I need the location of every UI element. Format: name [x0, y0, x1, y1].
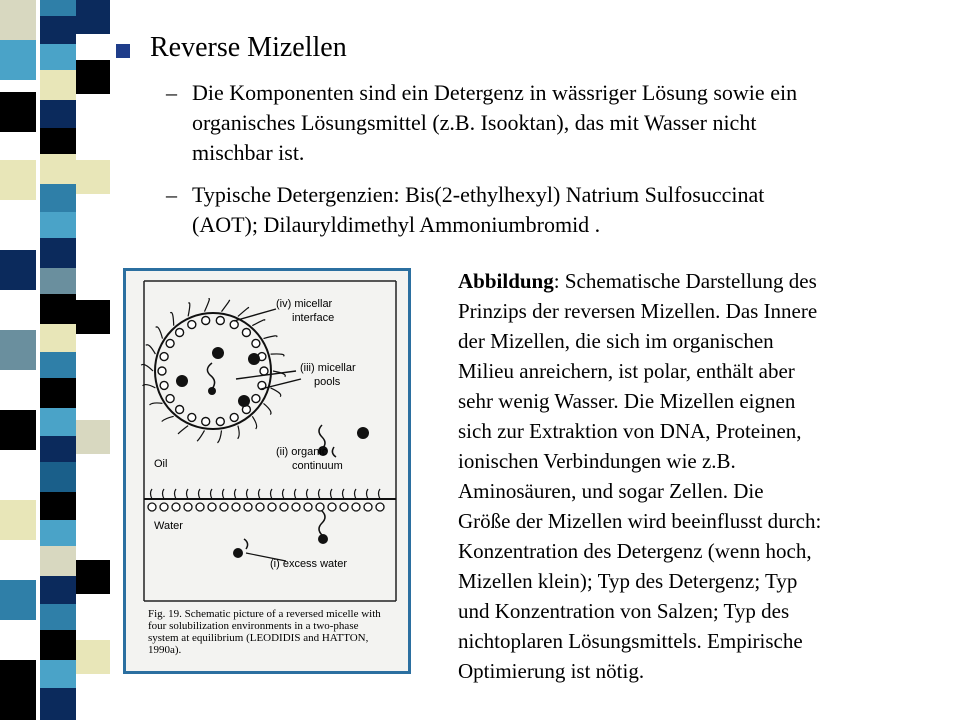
stripe-block — [40, 44, 76, 70]
interface-tail — [331, 489, 333, 499]
stripe-block — [76, 300, 110, 334]
surfactant-head — [188, 413, 196, 421]
sub-item-2 — [192, 180, 937, 240]
label-interface-1: (iv) micellar — [276, 298, 333, 310]
stripe-block — [0, 580, 36, 620]
stripe-block — [40, 688, 76, 720]
sub-item-1-line: mischbar ist. — [192, 140, 305, 165]
stripe-block — [76, 420, 110, 454]
interface-tail — [175, 489, 177, 499]
interface-tail — [271, 489, 273, 499]
description-line: Mizellen klein); Typ des Detergenz; Typ — [458, 569, 798, 593]
description-line: Prinzips der reversen Mizellen. Das Innere — [458, 299, 818, 323]
interface-tail — [343, 489, 345, 499]
interface-tail — [355, 489, 357, 499]
stripe-block — [40, 520, 76, 546]
stripe-block — [40, 294, 76, 324]
surfactant-head — [242, 329, 250, 337]
stripe-block — [40, 268, 76, 294]
surfactant-tail — [222, 300, 230, 311]
interface-head — [304, 503, 312, 511]
surfactant-tail — [162, 416, 174, 421]
figure-caption-line: Fig. 19. Schematic picture of a reversed micelle with — [148, 608, 381, 620]
stripe-block — [0, 0, 36, 40]
interface-tail — [235, 489, 237, 499]
surfactant-head — [252, 395, 260, 403]
stripe-block — [40, 630, 76, 660]
interface-head — [280, 503, 288, 511]
sub-item-1-line: organisches Lösungsmittel (z.B. Isooktan), das mit Wasser nicht — [192, 110, 757, 135]
interface-tail — [367, 489, 369, 499]
surfactant-head — [202, 317, 210, 325]
interface-head — [160, 503, 168, 511]
label-excess-water: (i) excess water — [270, 558, 348, 570]
stripe-block — [40, 576, 76, 604]
surfactant-head — [166, 395, 174, 403]
label-water: Water — [154, 520, 183, 532]
stripe-block — [40, 660, 76, 688]
stripe-block — [0, 92, 36, 132]
surfactant-tail — [156, 327, 163, 339]
surfactant-tail — [197, 430, 204, 441]
description-line: und Konzentration von Salzen; Typ des — [458, 599, 790, 623]
label-oil: Oil — [154, 458, 168, 470]
surfactant-tail — [218, 430, 222, 443]
stripe-block — [76, 160, 110, 194]
surfactant-head — [230, 413, 238, 421]
micelle-circle — [155, 313, 271, 429]
bullet-square-icon — [116, 44, 130, 58]
label-continuum-2: continuum — [292, 460, 343, 472]
solute-dot — [238, 395, 250, 407]
surfactant-head — [260, 367, 268, 375]
stripe-block — [0, 330, 36, 370]
stripe-block — [40, 154, 76, 184]
interface-head — [256, 503, 264, 511]
interface-head — [340, 503, 348, 511]
surfactant-tail — [141, 364, 153, 371]
figure-caption-line: 1990a). — [148, 644, 182, 656]
surfactant-head — [176, 406, 184, 414]
surfactant-tail — [178, 426, 188, 434]
description-line — [458, 266, 928, 296]
interface-tail — [379, 489, 381, 499]
description-line: der Mizellen, die sich im organischen — [458, 329, 774, 353]
surfactant-head — [160, 353, 168, 361]
sub-item-2-line: (AOT); Dilauryldimethyl Ammoniumbromid . — [192, 212, 601, 237]
solute-dot — [176, 375, 188, 387]
surfactant-tail — [271, 354, 284, 356]
stripe-block — [0, 410, 36, 450]
surfactant-head — [252, 339, 260, 347]
interface-head — [232, 503, 240, 511]
sub-item-1-line: Die Komponenten sind ein Detergenz in wässriger Lösung sowie ein — [192, 80, 798, 105]
stripe-block — [40, 462, 76, 492]
dash-bullet-2: – — [166, 182, 177, 207]
figure-caption-line: system at equilibrium (LEODIDIS and HATTON, — [148, 632, 369, 644]
interface-tail — [295, 489, 297, 499]
stripe-block — [40, 436, 76, 462]
micelle-surfactant-heads — [158, 317, 268, 426]
stripe-block — [40, 212, 76, 238]
surfactant-head — [188, 321, 196, 329]
surfactant-head — [202, 418, 210, 426]
interface-tail — [259, 489, 261, 499]
interface-head — [268, 503, 276, 511]
water-solute-dot — [318, 534, 328, 544]
description-label: Abbildung — [458, 269, 554, 293]
stripe-block — [40, 408, 76, 436]
solute-dot — [248, 353, 260, 365]
description-line: sehr wenig Wasser. Die Mizellen eignen — [458, 389, 796, 413]
interface-head — [328, 503, 336, 511]
decorative-stripe-bar — [0, 0, 110, 720]
description-line: ionischen Verbindungen wie z.B. — [458, 449, 736, 473]
figure-caption-line: four solubilization environments in a two-phase — [148, 620, 359, 632]
surfactant-tail — [205, 299, 210, 312]
stripe-block — [40, 238, 76, 268]
interface-tail — [319, 489, 321, 499]
stripe-block — [0, 500, 36, 540]
description-line: Größe der Mizellen wird beeinflusst durch: — [458, 509, 822, 533]
stripe-block — [40, 16, 76, 44]
surfactant-tail — [170, 313, 173, 326]
stripe-block — [40, 70, 76, 100]
organic-solute-tail — [332, 447, 336, 457]
stripe-block — [40, 184, 76, 212]
interface-head — [172, 503, 180, 511]
solute-tail — [207, 363, 214, 389]
interface-tail — [151, 489, 153, 499]
surfactant-tail — [188, 303, 190, 317]
water-solute-tail — [319, 511, 325, 535]
stripe-block — [40, 324, 76, 352]
stripe-block — [0, 660, 36, 720]
interface-head — [292, 503, 300, 511]
surfactant-tail — [238, 426, 240, 439]
interface-head — [220, 503, 228, 511]
figure-description — [458, 266, 928, 686]
water-solute-dot — [233, 548, 243, 558]
interface-tail — [283, 489, 285, 499]
interface-head — [352, 503, 360, 511]
interface-head — [196, 503, 204, 511]
sub-item-2-line: Typische Detergenzien: Bis(2-ethylhexyl) Natrium Sulfosuccinat — [192, 182, 765, 207]
surfactant-tail — [252, 416, 256, 429]
label-pools-1: (iii) micellar — [300, 362, 356, 374]
water-solute-tail — [244, 539, 248, 549]
interface-head — [316, 503, 324, 511]
description-line: nichtoplaren Lösungsmittels. Empirische — [458, 629, 803, 653]
stripe-block — [40, 378, 76, 408]
surfactant-tail — [264, 336, 277, 339]
stripe-block — [40, 546, 76, 576]
label-pools-2: pools — [314, 376, 341, 388]
stripe-block — [76, 60, 110, 94]
surfactant-tail — [271, 388, 281, 397]
description-line: Milieu anreichern, ist polar, enthält aber — [458, 359, 795, 383]
stripe-block — [76, 0, 110, 34]
stripe-block — [0, 160, 36, 200]
stripe-block — [40, 128, 76, 154]
surfactant-head — [176, 329, 184, 337]
label-continuum-1: (ii) organic — [276, 446, 328, 458]
surfactant-head — [216, 418, 224, 426]
solute-dot — [212, 347, 224, 359]
interface-head — [376, 503, 384, 511]
stripe-block — [76, 560, 110, 594]
dash-bullet-1: – — [166, 80, 177, 105]
slide-heading: Reverse Mizellen — [150, 32, 347, 63]
interface-head — [364, 503, 372, 511]
stripe-block — [40, 100, 76, 128]
interface-head — [148, 503, 156, 511]
surfactant-head — [230, 321, 238, 329]
surfactant-tail — [264, 403, 272, 414]
interface-head — [184, 503, 192, 511]
sub-item-1 — [192, 78, 937, 168]
description-line: Aminosäuren, und sogar Zellen. Die — [458, 479, 764, 503]
description-line: sich zur Extraktion von DNA, Proteinen, — [458, 419, 802, 443]
interface-tail — [223, 489, 225, 499]
description-line-first: : Schematische Darstellung des — [553, 269, 817, 293]
surfactant-head — [166, 339, 174, 347]
organic-solute-dot — [357, 427, 369, 439]
surfactant-head — [216, 317, 224, 325]
stripe-block — [0, 250, 36, 290]
label-interface-2: interface — [292, 312, 335, 324]
description-line: Optimierung ist nötig. — [458, 659, 645, 683]
micelle-figure — [123, 268, 411, 674]
arrow-pools-2 — [261, 379, 301, 389]
interface-tail — [187, 489, 189, 499]
stripe-block — [40, 352, 76, 378]
interface-tail — [211, 489, 213, 499]
interface-tail — [163, 489, 165, 499]
surfactant-tail — [150, 403, 163, 405]
solute-dot — [208, 387, 216, 395]
micelle-diagram — [126, 271, 408, 671]
description-line: Konzentration des Detergenz (wenn hoch, — [458, 539, 812, 563]
stripe-block — [76, 640, 110, 674]
interface-tail — [199, 489, 201, 499]
stripe-block — [40, 492, 76, 520]
interface-head — [244, 503, 252, 511]
stripe-block — [0, 40, 36, 80]
interface-tail — [247, 489, 249, 499]
surfactant-head — [160, 381, 168, 389]
interface-tail — [307, 489, 309, 499]
interface-head — [208, 503, 216, 511]
surfactant-head — [158, 367, 166, 375]
surfactant-tail — [238, 307, 249, 316]
surfactant-tail — [252, 320, 264, 326]
stripe-block — [40, 604, 76, 630]
surfactant-tail — [146, 345, 156, 354]
